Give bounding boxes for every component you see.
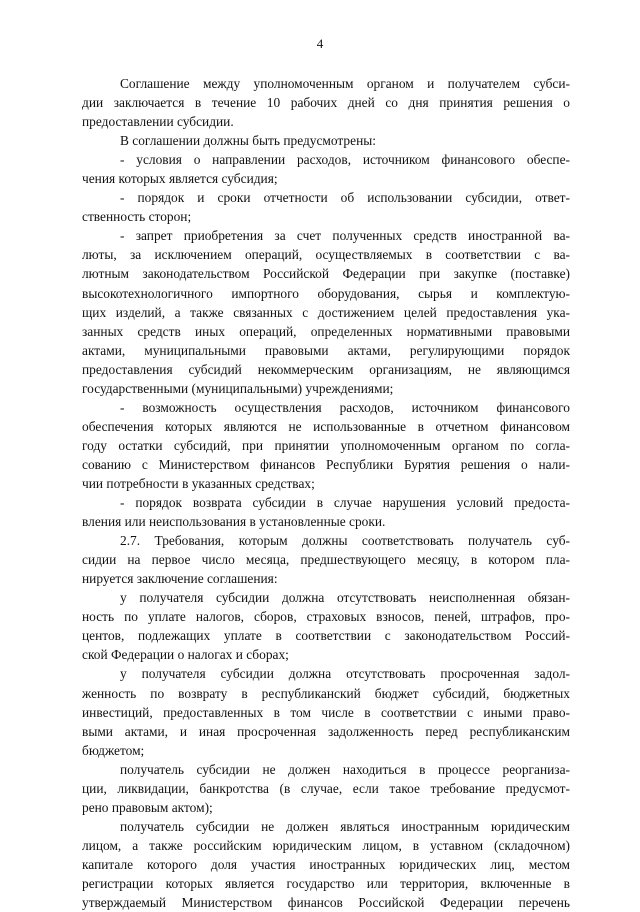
text-line: люты, за исключением операций, осуществляемых в соответствии с ва- [82, 247, 570, 263]
text-line: выми актами, и иная просроченная задолженность перед республиканским [82, 723, 570, 739]
text-line: утверждаемый Министерством финансов Российской Федерации перечень [82, 895, 570, 911]
text-line: нируется заключение соглашения: [82, 571, 278, 587]
text-line: 2.7. Требования, которым должны соответствовать получатель суб- [120, 533, 570, 549]
text-line: лютным законодательством Российской Федерации при закупке (поставке) [82, 266, 570, 282]
text-line: В соглашении должны быть предусмотрены: [120, 133, 376, 149]
text-line: центов, подлежащих уплате в соответствии с законодательством Россий- [82, 628, 570, 644]
text-line: чии потребности в указанных средствах; [82, 475, 315, 491]
text-line: обеспечения которых являются не использованные в отчетном финансовом [82, 418, 570, 434]
page-number: 4 [316, 36, 324, 51]
text-line: бюджетом; [82, 742, 145, 758]
text-line: актами, муниципальными правовыми актами, регулирующими порядок [82, 342, 570, 358]
text-line: получатель субсидии не должен являться иностранным юридическим [120, 818, 570, 834]
text-line: ственность сторон; [82, 209, 192, 225]
text-line: - порядок возврата субсидии в случае нарушения условий предоста- [120, 495, 570, 511]
text-line: предоставления субсидий некоммерческим организациям, не являющимся [82, 361, 570, 377]
text-line: предоставлении субсидии. [82, 114, 234, 130]
text-line: капитале которого доля участия иностранных юридических лиц, местом [82, 856, 570, 872]
text-line: у получателя субсидии должна отсутствовать просроченная задол- [120, 666, 570, 682]
text-line: Соглашение между уполномоченным органом и получателем субси- [120, 76, 570, 91]
text-line: регистрации которых является государство или территория, включенные в [82, 875, 570, 891]
text-line: государственными (муниципальными) учреждениями; [82, 380, 394, 396]
text-line: лицом, а также российским юридическим лицом, в уставном (складочном) [82, 837, 570, 853]
text-line: занных средств иных операций, определенных нормативными правовыми [82, 323, 570, 339]
text-line: сованию с Министерством финансов Республики Бурятия решения о нали- [82, 456, 570, 472]
text-line: вления или неиспользования в установленные сроки. [82, 514, 386, 530]
text-line: чения которых является субсидия; [82, 171, 278, 187]
document-body [82, 74, 570, 912]
text-line: - возможность осуществления расходов, источником финансового [120, 399, 570, 415]
text-line: ской Федерации о налогах и сборах; [82, 647, 289, 663]
text-line: женность по возврату в республиканский бюджет субсидий, бюджетных [82, 685, 570, 701]
text-line: ции, ликвидации, банкротства (в случае, если такое требование предусмот- [82, 780, 570, 796]
text-line: году остатки субсидий, при принятии уполномоченным органом по согла- [82, 437, 570, 453]
text-line: получатель субсидии не должен находиться в процессе реорганиза- [120, 761, 570, 777]
text-line: ность по уплате налогов, сборов, страховых взносов, пеней, штрафов, про- [82, 609, 570, 625]
text-line: инвестиций, предоставленных в том числе в соответствии с иными право- [82, 704, 570, 720]
text-line: у получателя субсидии должна отсутствовать неисполненная обязан- [120, 590, 570, 606]
text-line: рено правовым актом); [82, 799, 213, 815]
text-line: высокотехнологичного импортного оборудования, сырья и комплектую- [82, 285, 570, 301]
text-line: - запрет приобретения за счет полученных средств иностранной ва- [120, 228, 570, 244]
text-line: щих изделий, а также связанных с достижением целей предоставления ука- [82, 304, 570, 320]
text-line: сидии на первое число месяца, предшествующего месяцу, в котором пла- [82, 552, 570, 568]
text-line: - порядок и сроки отчетности об использовании субсидии, ответ- [120, 190, 570, 206]
text-line: дии заключается в течение 10 рабочих дней со дня принятия решения о [82, 95, 570, 111]
text-line: - условия о направлении расходов, источником финансового обеспе- [120, 152, 570, 168]
